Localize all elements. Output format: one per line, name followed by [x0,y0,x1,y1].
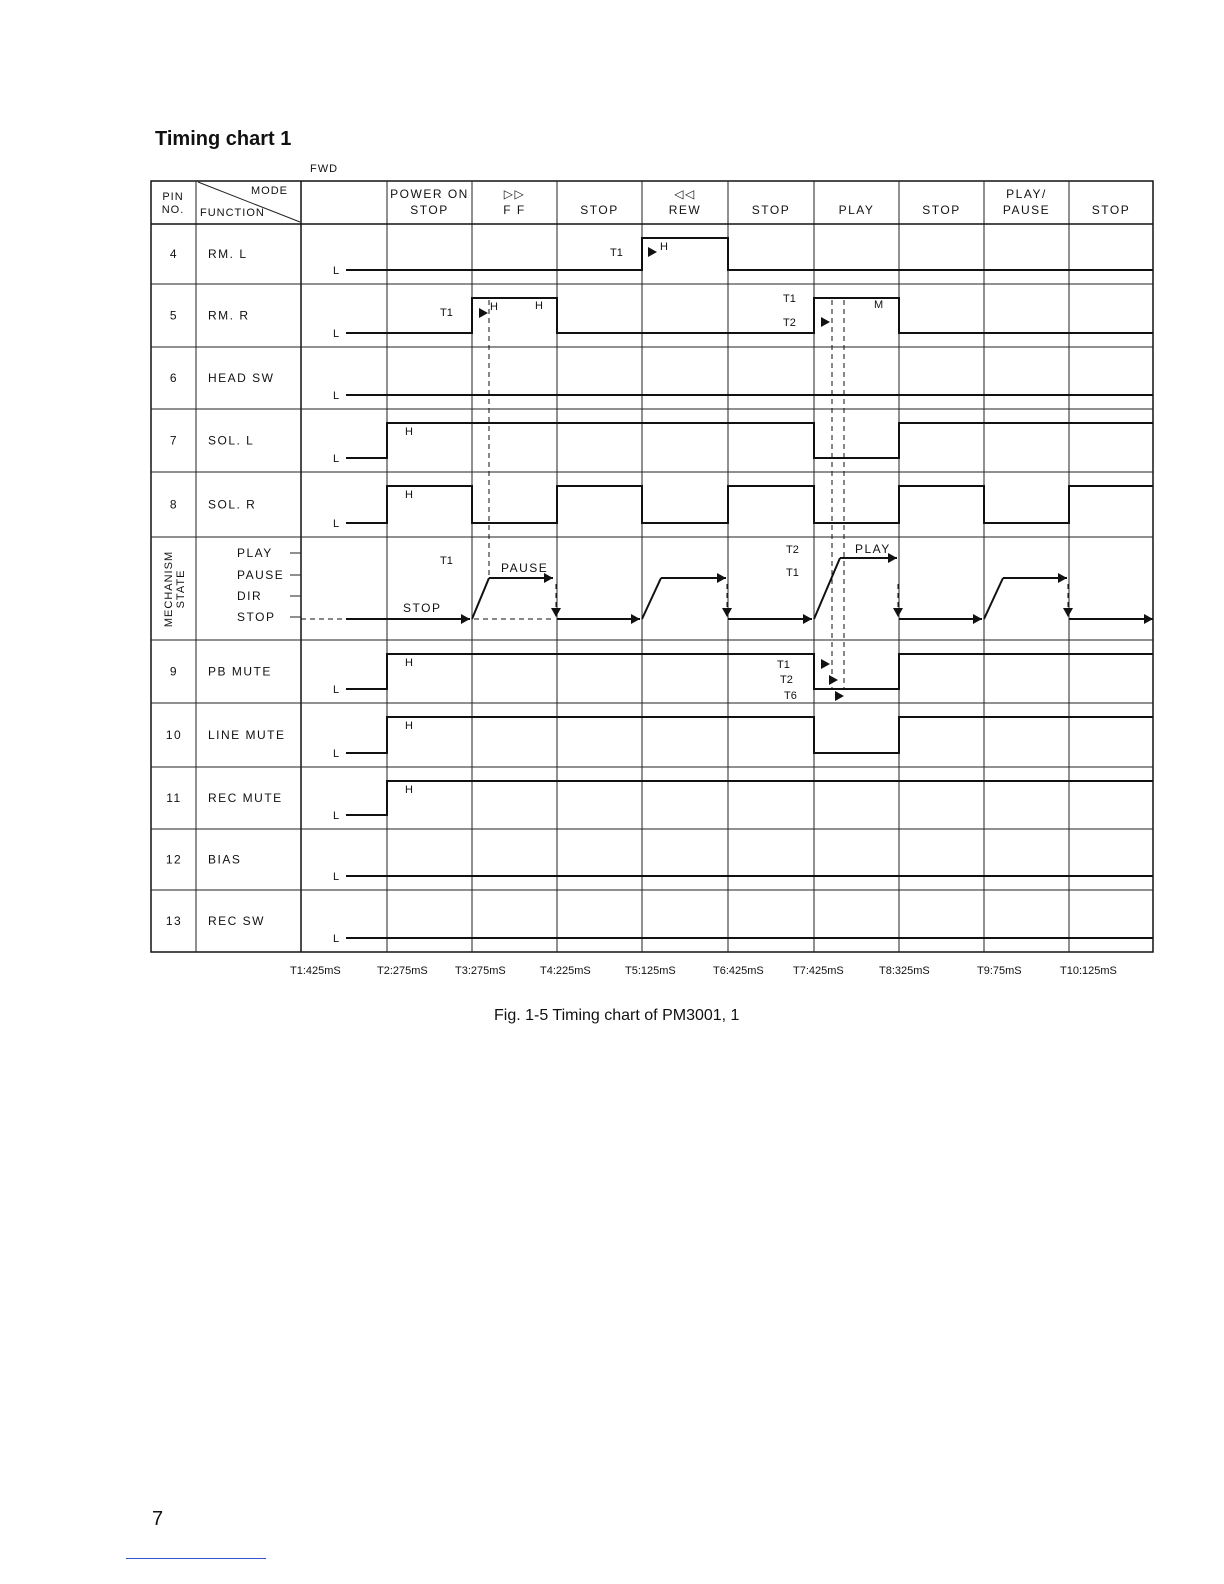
function-name: RM. R [208,308,250,323]
low-level-label: L [333,871,340,883]
high-level-label: H [405,426,413,438]
pause-annotation: PAUSE [501,561,549,575]
mechanism-arrow [717,573,726,583]
function-name: LINE MUTE [208,728,286,742]
mechanism-label-line1: MECHANISM [163,550,175,628]
mechanism-label-line2: STATE [175,569,187,609]
signal-trace-pin-4 [346,238,1153,270]
chart-grid [151,181,1153,952]
high-level-label: H [405,489,413,501]
pin-number: 6 [169,371,179,385]
mechanism-arrow [1058,573,1067,583]
t1-marker: T1 [783,293,796,305]
mechanism-trace-segment [642,578,661,619]
t1-marker: T1 [440,307,453,319]
function-name: SOL. L [208,433,255,448]
mechanism-arrow [803,614,812,624]
mode-header-line1: ▷▷ [503,187,526,201]
mode-header-line2: F F [503,203,526,217]
mode-header-line2: PLAY [838,203,875,217]
mode-header-line1: POWER ON [390,187,469,201]
mode-header-line2: PAUSE [1002,203,1051,217]
t6-marker: T6 [784,690,797,702]
pin-number: 7 [169,433,179,448]
function-name: BIAS [208,852,242,867]
t2-marker: T2 [786,544,799,556]
pin-number: 10 [165,728,183,742]
mechanism-drop-arrow [551,608,561,617]
mechanism-state-waveform [301,542,1153,624]
signal-trace-pin-11 [346,781,1153,815]
timing-value: T3:275mS [455,965,506,977]
mechanism-trace-segment [472,578,489,619]
pin-number: 13 [165,914,183,928]
pin-number: 4 [169,247,179,261]
mechanism-drop-arrow [1063,608,1073,617]
mode-header-line2: STOP [580,203,619,217]
low-level-label: L [333,518,340,530]
timing-value: T8:325mS [879,965,930,977]
low-level-label: L [333,328,340,340]
pin-number: 12 [165,852,183,867]
pin-no-label: NO. [161,204,185,216]
chart-header [162,182,1131,222]
low-level-label: L [333,748,340,760]
function-name: RM. L [208,247,248,261]
play-annotation: PLAY [855,542,891,556]
pin-no-label: PIN [162,191,184,203]
fwd-label: FWD [310,163,339,175]
timing-value: T9:75mS [977,965,1022,977]
timing-annotations [440,247,883,702]
timing-value: T4:225mS [540,965,591,977]
timing-value: T10:125mS [1060,965,1117,977]
mechanism-trace-segment [814,558,840,619]
t2-arrow [829,675,838,685]
chart-title: Timing chart 1 [155,128,292,150]
footer-rule [126,1558,266,1559]
signal-trace-pin-5 [346,298,1153,333]
mid-level-label: M [874,299,884,311]
mechanism-arrow [461,614,470,624]
t2-arrow [821,317,830,327]
low-level-label: L [333,265,340,277]
mode-header-line2: STOP [751,203,791,217]
timing-value: T7:425mS [793,965,844,977]
timing-value: T5:125mS [625,965,676,977]
mechanism-drop-arrow [722,608,732,617]
mechanism-arrow [631,614,640,624]
row-labels [163,247,301,928]
mode-header-line1: PLAY/ [1006,187,1047,201]
mode-header-line2: STOP [1091,203,1131,217]
mode-label: MODE [251,185,288,197]
signal-waveforms [333,238,1153,945]
high-level-label: H [660,241,668,253]
high-level-label: H [405,720,413,732]
signal-trace-pin-10 [346,717,1153,753]
mode-header-line2: STOP [922,203,961,217]
mechanism-arrow [1144,614,1153,624]
signal-trace-pin-7 [346,423,1153,458]
t1-arrow [648,247,657,257]
mechanism-drop-arrow [893,608,903,617]
timing-value: T6:425mS [713,965,764,977]
function-name: REC SW [208,914,265,928]
pin-number: 8 [169,497,179,512]
t1-marker: T1 [786,567,799,579]
low-level-label: L [333,810,340,822]
function-name: SOL. R [208,497,257,512]
high-level-label: H [490,301,498,313]
mode-header-line2: STOP [410,203,449,217]
high-level-label: H [535,300,543,312]
low-level-label: L [333,933,340,945]
mechanism-state-label: STOP [237,610,276,624]
function-name: REC MUTE [208,791,283,805]
timing-value: T2:275mS [377,965,428,977]
t1-marker: T1 [610,247,623,259]
t6-arrow [835,691,844,701]
t2-marker: T2 [783,317,796,329]
mechanism-state-label: DIR [237,589,263,603]
figure-caption: Fig. 1-5 Timing chart of PM3001, 1 [494,1007,740,1024]
stop-annotation: STOP [403,601,442,615]
timing-legend [290,965,1117,977]
mode-header-line1: ◁◁ [674,187,696,201]
signal-trace-pin-8 [346,486,1153,523]
t2-marker: T2 [780,674,793,686]
mechanism-trace-segment [984,578,1003,619]
mode-header-line2: REW [668,203,702,217]
high-level-label: H [405,657,413,669]
t1-marker: T1 [777,659,790,671]
t1-arrow [479,308,488,318]
t1-arrow [821,659,830,669]
pin-number: 5 [169,308,179,323]
page-number: 7 [152,1508,164,1530]
timing-value: T1:425mS [290,965,341,977]
mechanism-state-label: PAUSE [237,568,285,582]
high-level-label: H [405,784,413,796]
function-label: FUNCTION [200,207,265,219]
function-name: PB MUTE [208,664,272,679]
pin-number: 11 [166,791,182,805]
low-level-label: L [333,453,340,465]
function-name: HEAD SW [208,371,275,385]
mechanism-state-label: PLAY [237,546,273,560]
signal-trace-pin-9 [346,654,1153,689]
low-level-label: L [333,390,340,402]
t1-marker: T1 [440,555,453,567]
pin-number: 9 [169,664,179,679]
low-level-label: L [333,684,340,696]
